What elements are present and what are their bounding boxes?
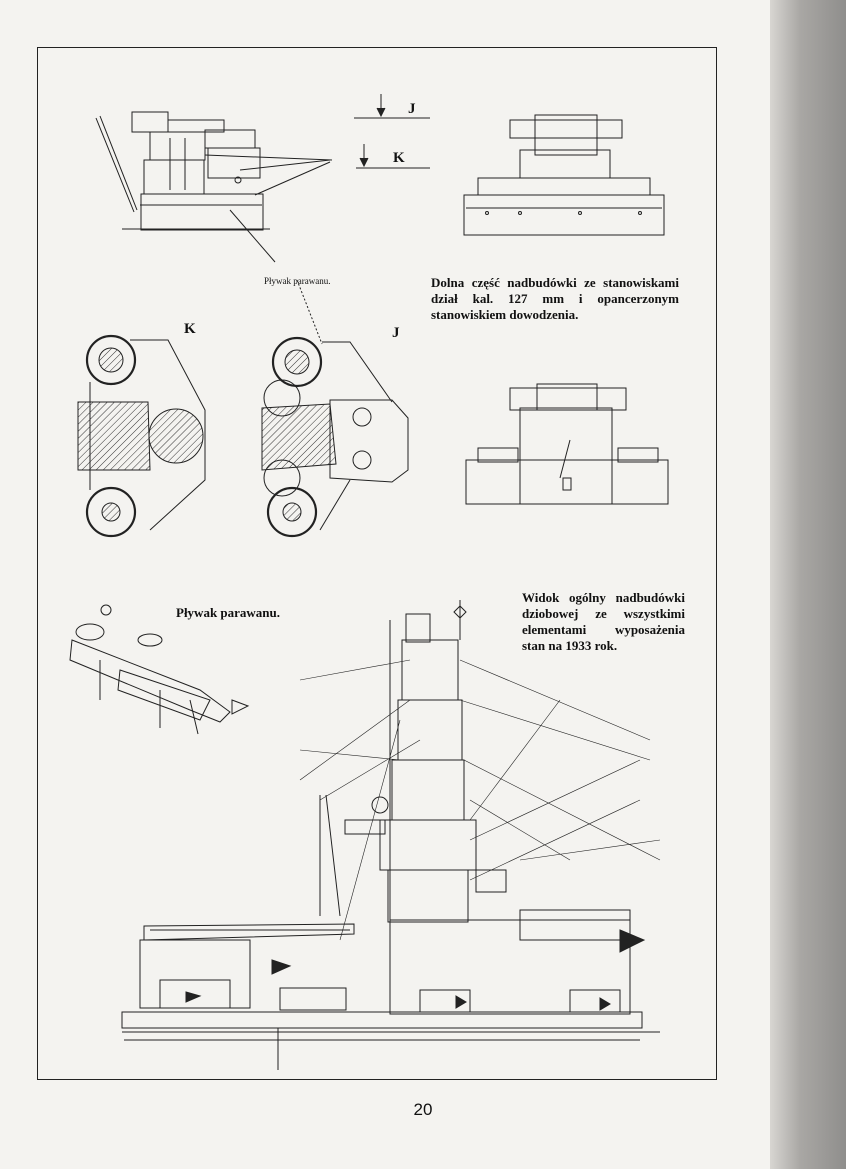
front-elevation-drawing bbox=[464, 115, 664, 235]
side-elevation-drawing bbox=[96, 112, 332, 262]
caption-line: dział kal. 127 mm i opancerzonym bbox=[431, 291, 679, 306]
front-section-drawing bbox=[466, 384, 668, 504]
caption-line: stan na 1933 rok. bbox=[522, 638, 618, 653]
page-number: 20 bbox=[413, 1100, 433, 1119]
caption-line: elementami wyposażenia bbox=[522, 622, 685, 637]
general-view-drawing bbox=[122, 600, 660, 1070]
section-label-k: K bbox=[393, 150, 405, 166]
paravane-title: Pływak parawanu. bbox=[176, 605, 281, 620]
paravane-callout: Pływak parawanu. bbox=[264, 276, 331, 286]
caption-line: stanowiskiem dowodzenia. bbox=[431, 307, 579, 322]
caption-lower-superstructure bbox=[431, 275, 679, 323]
caption-general-view bbox=[522, 590, 685, 654]
section-markers bbox=[354, 94, 430, 168]
plan-view-j bbox=[262, 338, 408, 536]
caption-line: Dolna część nadbudówki ze stanowiskami bbox=[431, 275, 679, 290]
caption-line: Widok ogólny nadbudówki bbox=[522, 590, 685, 605]
view-label-j: J bbox=[392, 325, 400, 341]
section-label-j: J bbox=[408, 101, 416, 117]
plan-view-k bbox=[78, 336, 205, 536]
paravane-drawing bbox=[70, 605, 248, 734]
caption-line: dziobowej ze wszystkimi bbox=[522, 606, 685, 621]
view-label-k: K bbox=[184, 321, 196, 337]
